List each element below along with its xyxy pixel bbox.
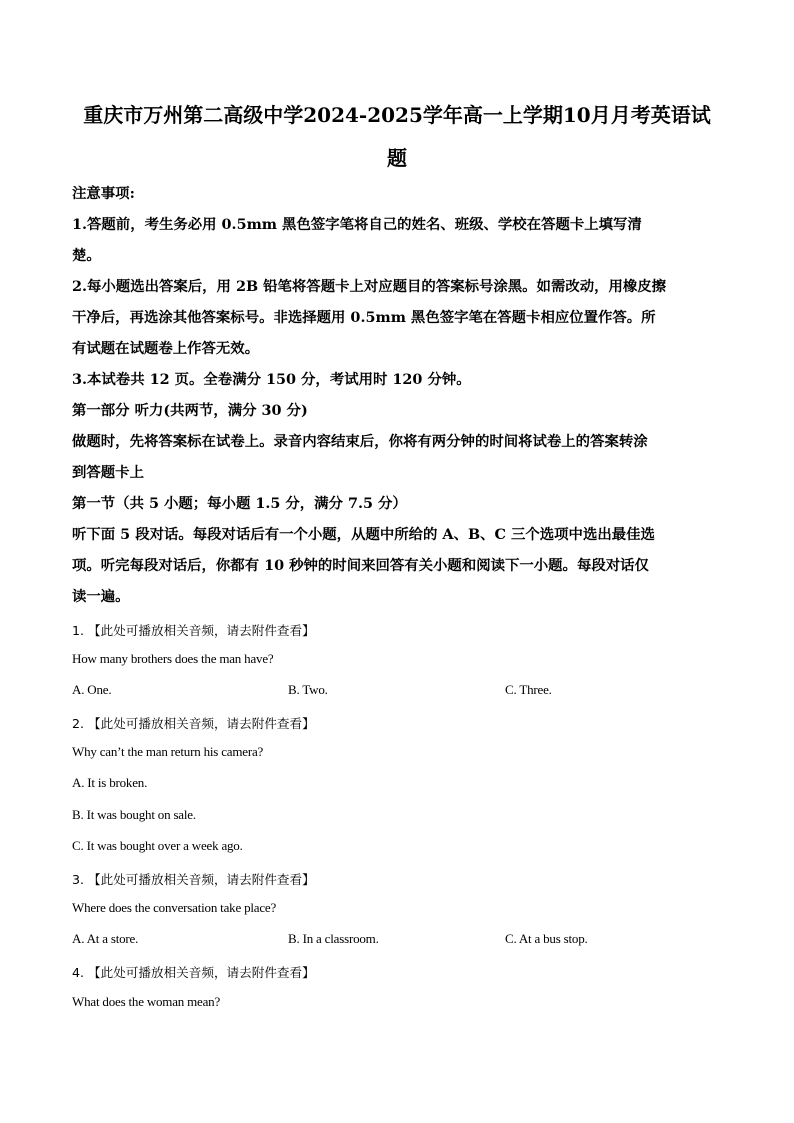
question-3-option-a: A. At a store.	[72, 931, 139, 946]
part1-intro-cont: 到答题卡上	[72, 464, 144, 481]
question-2-option-a: A. It is broken.	[72, 775, 148, 790]
notice-item-3: 3.本试卷共 12 页。全卷满分 150 分，考试用时 120 分钟。	[72, 371, 471, 388]
section1-intro: 听下面 5 段对话。每段对话后有一个小题，从题中所给的 A、B、C 三个选项中选出最佳选	[72, 526, 655, 543]
notice-item-1: 1.答题前，考生务必用 0.5mm 黑色签字笔将自己的姓名、班级、学校在答题卡上填写清	[72, 216, 642, 233]
notice-heading: 注意事项:	[72, 185, 135, 202]
section1-heading: 第一节（共 5 小题；每小题 1.5 分，满分 7.5 分）	[72, 495, 407, 512]
question-1-option-c: C. Three.	[505, 682, 552, 697]
question-2-audio-header: 2. 【此处可播放相关音频，请去附件查看】	[72, 716, 315, 731]
question-3-stem: Where does the conversation take place?	[72, 900, 277, 915]
notice-item-2: 2.每小题选出答案后，用 2B 铅笔将答题卡上对应题目的答案标号涂黑。如需改动，用橡皮擦	[72, 278, 667, 295]
question-1-option-b: B. Two.	[288, 682, 328, 697]
question-4-audio-header: 4. 【此处可播放相关音频，请去附件查看】	[72, 965, 315, 980]
question-4-stem: What does the woman mean?	[72, 994, 221, 1009]
section1-intro-cont2: 读一遍。	[72, 588, 130, 605]
notice-item-2-cont: 干净后，再选涂其他答案标号。非选择题用 0.5mm 黑色签字笔在答题卡相应位置作答。所	[72, 309, 656, 326]
question-1-audio-header: 1. 【此处可播放相关音频，请去附件查看】	[72, 623, 315, 638]
question-2-stem: Why can’t the man return his camera?	[72, 744, 264, 759]
notice-item-2-cont2: 有试题在试题卷上作答无效。	[72, 340, 260, 357]
exam-title-continued: 题	[387, 146, 407, 170]
question-3-option-c: C. At a bus stop.	[505, 931, 588, 946]
question-2-option-b: B. It was bought on sale.	[72, 807, 196, 822]
notice-item-1-cont: 楚。	[72, 247, 101, 264]
question-3-option-b: B. In a classroom.	[288, 931, 379, 946]
section1-intro-cont: 项。听完每段对话后，你都有 10 秒钟的时间来回答有关小题和阅读下一小题。每段对话仅	[72, 557, 649, 574]
part1-intro: 做题时，先将答案标在试卷上。录音内容结束后，你将有两分钟的时间将试卷上的答案转涂	[72, 433, 648, 450]
question-1-option-a: A. One.	[72, 682, 112, 697]
exam-title: 重庆市万州第二高级中学2024-2025学年高一上学期10月月考英语试	[83, 103, 711, 127]
question-2-option-c: C. It was bought over a week ago.	[72, 838, 243, 853]
part1-heading: 第一部分 听力(共两节，满分 30 分)	[72, 402, 308, 419]
question-1-stem: How many brothers does the man have?	[72, 651, 274, 666]
question-3-audio-header: 3. 【此处可播放相关音频，请去附件查看】	[72, 872, 315, 887]
